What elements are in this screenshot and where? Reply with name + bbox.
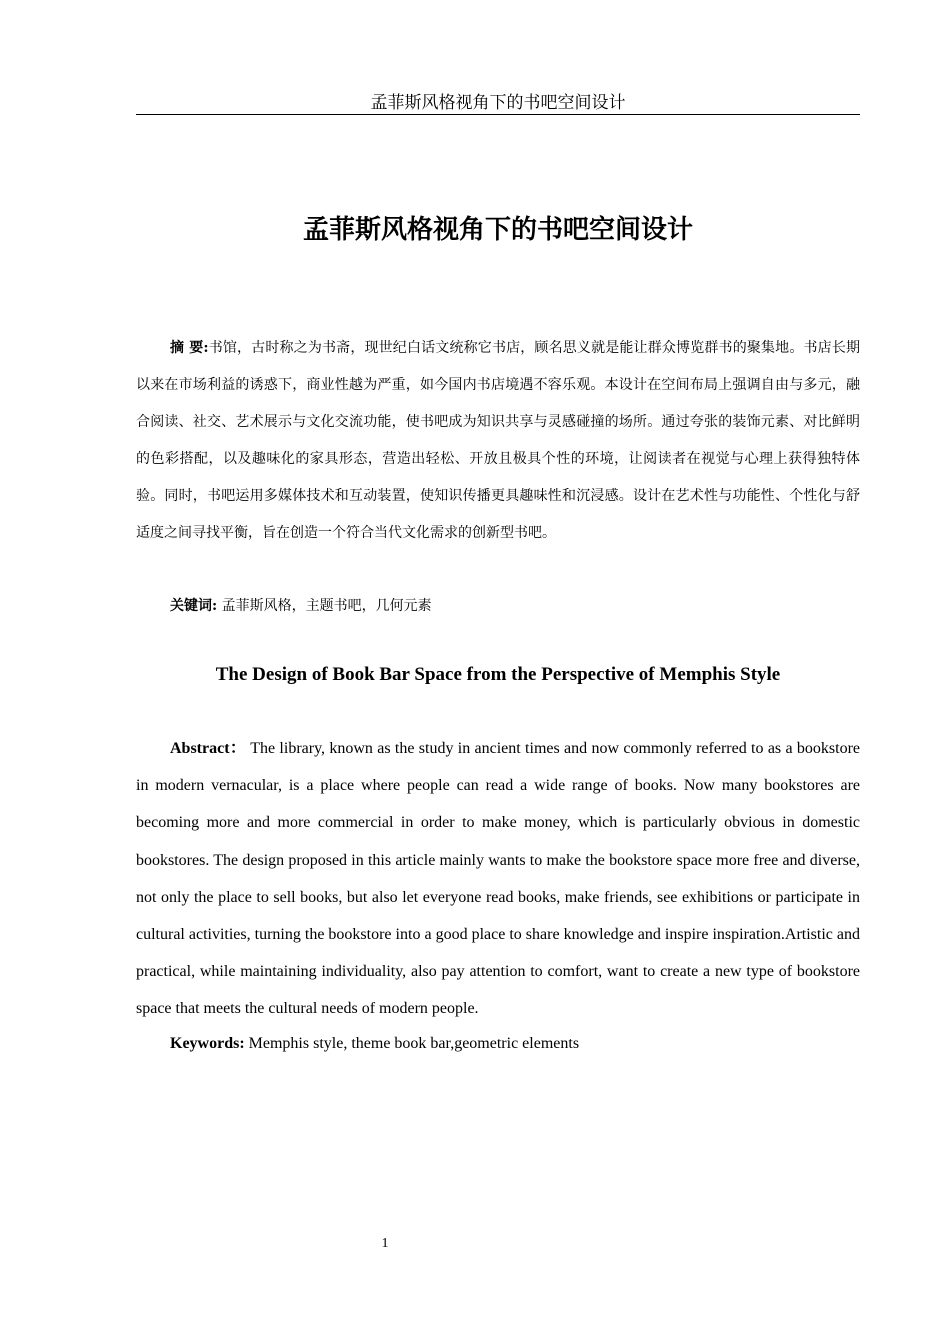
english-keywords-label: Keywords: xyxy=(170,1035,245,1052)
english-abstract-text: The library, known as the study in ancient times and now commonly referred to as a bookstore in modern vernacular, is a place where people can read a wide range of books. Now many bookstores are becoming more and more commercial in order to make money, which is particularly obvious in domestic bookstores. The design proposed in this article mainly wants to make the bookstore space more free and diverse, not only the place to sell books, but also let everyone read books, make friends, see exhibitions or participate in cultural activities, turning the bookstore into a good place to share knowledge and inspire inspiration.Artistic and practical, while maintaining individuality, also pay attention to comfort, want to create a new type of bookstore space that meets the cultural needs of modern people. xyxy=(136,740,860,1018)
chinese-abstract-text: 书馆，古时称之为书斋，现世纪白话文统称它书店，顾名思义就是能让群众博览群书的聚集地。书店长期以来在市场利益的诱惑下，商业性越为严重，如今国内书店境遇不容乐观。本设计在空间布局上强调自由与多元，融合阅读、社交、艺术展示与文化交流功能，使书吧成为知识共享与灵感碰撞的场所。通过夸张的装饰元素、对比鲜明的色彩搭配，以及趣味化的家具形态，营造出轻松、开放且极具个性的环境，让阅读者在视觉与心理上获得独特体验。同时，书吧运用多媒体技术和互动装置，使知识传播更具趣味性和沉浸感。设计在艺术性与功能性、个性化与舒适度之间寻找平衡，旨在创造一个符合当代文化需求的创新型书吧。 xyxy=(136,340,860,541)
chinese-keywords xyxy=(170,592,860,620)
english-abstract xyxy=(136,730,860,1028)
chinese-abstract-label: 摘 要: xyxy=(170,340,209,356)
chinese-abstract xyxy=(136,330,860,552)
running-header xyxy=(136,92,860,115)
english-keywords xyxy=(170,1030,860,1058)
running-header-title: 孟菲斯风格视角下的书吧空间设计 xyxy=(370,93,626,113)
page-number: 1 xyxy=(381,1236,389,1251)
chinese-title: 孟菲斯风格视角下的书吧空间设计 xyxy=(302,215,693,245)
english-title: The Design of Book Bar Space from the Perspective of Memphis Style xyxy=(215,664,781,685)
chinese-keywords-text: 孟菲斯风格，主题书吧，几何元素 xyxy=(221,598,432,614)
chinese-keywords-label: 关键词: xyxy=(170,598,218,614)
english-keywords-text: Memphis style, theme book bar,geometric elements xyxy=(248,1035,580,1052)
english-abstract-label: Abstract： xyxy=(170,740,247,757)
